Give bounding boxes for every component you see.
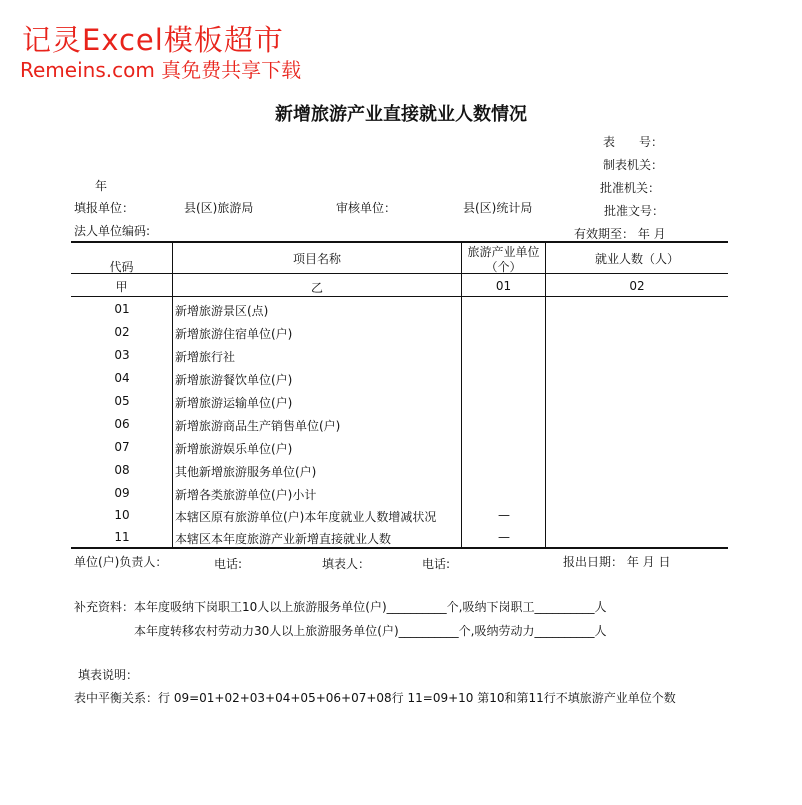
meta-valid-until: 有效期至： 年 月: [574, 227, 666, 241]
row-units: —: [498, 530, 510, 544]
footer-phone-1: 电话:: [214, 557, 243, 571]
meta-issuing-office: 制表机关：: [603, 158, 664, 172]
fill-unit-value: 县(区)旅游局: [184, 201, 254, 215]
page-title: 新增旅游产业直接就业人数情况: [275, 104, 527, 125]
table-row: [71, 486, 728, 508]
table-row: [71, 463, 728, 485]
table-row: [71, 440, 728, 462]
table-row: [71, 508, 728, 530]
watermark-subtitle: Remeins.com 真免费共享下载: [20, 58, 302, 82]
row-code: 01: [114, 302, 130, 316]
legal-code-label: 法人单位编码:: [74, 224, 151, 238]
row-code: 03: [114, 348, 130, 362]
row-name: 新增旅游餐饮单位(户): [175, 373, 293, 387]
review-unit-label: 审核单位：: [336, 201, 397, 215]
meta-approval-office: 批准机关：: [600, 181, 661, 195]
row-code: 06: [114, 417, 130, 431]
row-name: 新增旅游运输单位(户): [175, 396, 293, 410]
row-code: 07: [114, 440, 130, 454]
supplement-line-1: 补充资料：本年度吸纳下岗职工10人以上旅游服务单位(户)__________个,吸纳下岗职工__________人: [74, 600, 607, 614]
subheader-code: 甲: [115, 280, 128, 294]
review-unit-value: 县(区)统计局: [463, 201, 533, 215]
footer-filler: 填表人：: [322, 557, 371, 571]
row-code: 04: [114, 371, 130, 385]
year-label: 年: [95, 179, 108, 193]
header-units-sub: （个）: [485, 260, 522, 274]
subheader-divider: [71, 296, 728, 297]
supplement-line-2: 本年度转移农村劳动力30人以上旅游服务单位(户)__________个,吸纳劳动力__________人: [134, 624, 607, 638]
row-code: 11: [114, 530, 130, 544]
table-row: [71, 302, 728, 324]
meta-approval-number: 批准文号：: [604, 204, 665, 218]
data-table: [71, 241, 728, 549]
row-name: 本辖区原有旅游单位(户)本年度就业人数增减状况: [175, 510, 437, 524]
footer-responsible: 单位(户)负责人：: [74, 555, 168, 569]
row-name: 其他新增旅游服务单位(户): [175, 465, 317, 479]
table-top-border: [71, 241, 728, 243]
row-name: 新增旅游景区(点): [175, 304, 269, 318]
row-code: 09: [114, 486, 130, 500]
footer-report-date: 报出日期： 年 月 日: [563, 555, 671, 569]
subheader-employment: 02: [629, 279, 645, 293]
row-code: 05: [114, 394, 130, 408]
table-row: [71, 394, 728, 416]
notes-title: 填表说明：: [78, 668, 139, 682]
row-code: 02: [114, 325, 130, 339]
fill-unit-label: 填报单位：: [74, 201, 135, 215]
header-code: 代码: [109, 260, 134, 274]
subheader-name: 乙: [310, 281, 323, 295]
row-name: 新增旅行社: [175, 350, 236, 364]
row-name: 新增各类旅游单位(户)小计: [175, 488, 317, 502]
watermark-title: 记灵Excel模板超市: [22, 23, 284, 57]
table-row: [71, 325, 728, 347]
row-units: —: [498, 508, 510, 522]
row-code: 10: [114, 508, 130, 522]
header-name: 项目名称: [292, 252, 341, 266]
header-units: 旅游产业单位: [467, 245, 540, 259]
subheader-units: 01: [495, 279, 512, 293]
table-row: [71, 530, 728, 548]
meta-form-number: 表 号：: [603, 135, 664, 149]
row-name: 本辖区本年度旅游产业新增直接就业人数: [175, 532, 392, 546]
row-name: 新增旅游商品生产销售单位(户): [175, 419, 341, 433]
table-row: [71, 348, 728, 370]
footer-phone-2: 电话:: [422, 557, 451, 571]
table-row: [71, 371, 728, 393]
header-employment: 就业人数（人）: [594, 252, 679, 266]
table-row: [71, 417, 728, 439]
row-name: 新增旅游住宿单位(户): [175, 327, 293, 341]
notes-line-1: 表中平衡关系：行 09=01+02+03+04+05+06+07+08行 11=09+10 第10和第11行不填旅游产业单位个数: [74, 691, 676, 705]
row-name: 新增旅游娱乐单位(户): [175, 442, 293, 456]
row-code: 08: [114, 463, 130, 477]
